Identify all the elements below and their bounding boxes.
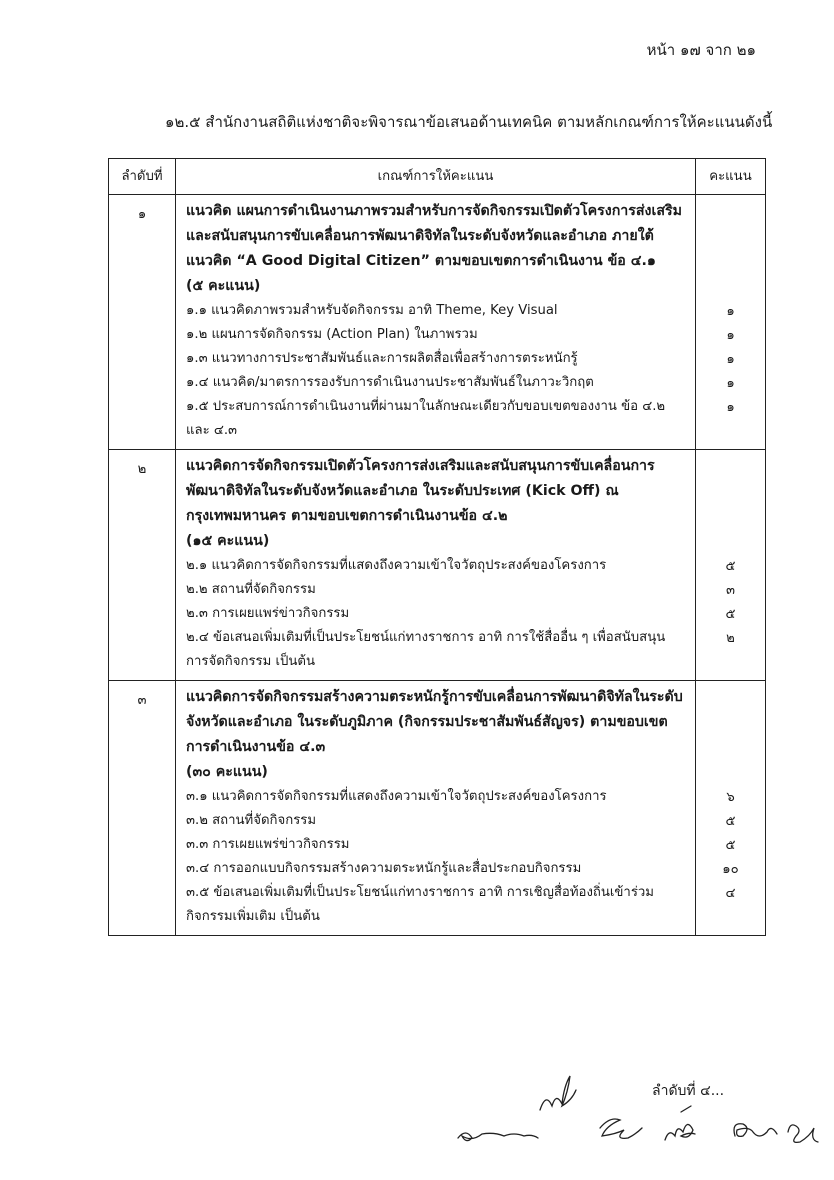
sub-criterion: ๑.๒ แผนการจัดกิจกรรม (Action Plan) ในภาพรวม [186, 327, 478, 342]
row-criteria [176, 450, 696, 681]
sub-criterion: ๒.๒ สถานที่จัดกิจกรรม [186, 582, 316, 597]
table-row [109, 450, 766, 681]
sub-criterion: ๒.๓ การเผยแพร่ข่าวกิจกรรม [186, 606, 350, 621]
sub-criterion: ๑.๓ แนวทางการประชาสัมพันธ์และการผลิตสื่อเพื่อสร้างการตระหนักรู้ [186, 351, 578, 366]
sub-score: ๖ [726, 789, 735, 805]
criteria-points: (๑๕ คะแนน) [186, 533, 270, 549]
row-scores [696, 450, 766, 681]
sub-criterion: ๑.๑ แนวคิดภาพรวมสำหรับจัดกิจกรรม อาทิ Theme, Key Visual [186, 303, 558, 318]
row-order: ๑ [109, 195, 176, 450]
signature-4 [665, 1106, 695, 1140]
sub-criterion: ๓.๒ สถานที่จัดกิจกรรม [186, 813, 317, 828]
sub-score: ๕ [725, 558, 736, 574]
sub-score: ๕ [725, 813, 736, 829]
row-order: ๓ [109, 681, 176, 936]
header-criteria: เกณฑ์การให้คะแนน [176, 159, 696, 195]
sub-criterion: ๑.๕ ประสบการณ์การดำเนินงานที่ผ่านมาในลักษณะเดียวกับขอบเขตของงาน ข้อ ๔.๒ และ ๔.๓ [186, 399, 666, 438]
score-spacer [697, 456, 764, 555]
section-intro: ๑๒.๕ สำนักงานสถิติแห่งชาติจะพิจารณาข้อเสนอด้านเทคนิค ตามหลักเกณฑ์การให้คะแนนดังนี้ [165, 113, 773, 131]
sub-score: ๑ [726, 399, 735, 415]
page-number: หน้า ๑๗ จาก ๒๑ [646, 41, 756, 59]
sub-criterion: ๓.๑ แนวคิดการจัดกิจกรรมที่แสดงถึงความเข้าใจวัตถุประสงค์ของโครงการ [186, 789, 607, 804]
signature-2 [458, 1133, 538, 1141]
sub-score: ๑ [726, 351, 735, 367]
criteria-table [108, 158, 766, 936]
signature-1 [540, 1076, 576, 1110]
criteria-heading: แนวคิด แผนการดำเนินงานภาพรวมสำหรับการจัดกิจกรรมเปิดตัวโครงการส่งเสริมและสนับสนุนการขับเคลื่อนการพัฒนาดิจิทัลในระดับจังหวัดและอำเภอ ภายใต้แนวคิด “A Good Digital Citizen” ตามขอบเขตการดำเนินงาน ข้อ ๔.๑ [186, 203, 682, 269]
signature-5 [734, 1124, 777, 1137]
sub-criterion: ๓.๓ การเผยแพร่ข่าวกิจกรรม [186, 837, 350, 852]
sub-score: ๓ [725, 582, 735, 598]
criteria-points: (๕ คะแนน) [186, 278, 261, 294]
sub-score: ๒ [726, 630, 735, 646]
table-row [109, 681, 766, 936]
sub-score: ๑ [726, 375, 735, 391]
header-score: คะแนน [696, 159, 766, 195]
signature-6 [788, 1125, 818, 1143]
score-spacer [697, 201, 764, 300]
sub-criterion: ๒.๔ ข้อเสนอเพิ่มเติมที่เป็นประโยชน์แก่ทางราชการ อาทิ การใช้สื่ออื่น ๆ เพื่อสนับสนุนการจัดกิจกรรม เป็นต้น [186, 630, 666, 669]
header-order: ลำดับที่ [109, 159, 176, 195]
row-scores [696, 681, 766, 936]
table-header-row [109, 159, 766, 195]
sub-criterion: ๓.๔ การออกแบบกิจกรรมสร้างความตระหนักรู้และสื่อประกอบกิจกรรม [186, 861, 582, 876]
sub-score: ๔ [725, 885, 736, 901]
sub-score: ๑ [726, 303, 735, 319]
criteria-points: (๓๐ คะแนน) [186, 764, 268, 780]
row-order: ๒ [109, 450, 176, 681]
row-scores [696, 195, 766, 450]
signature-3 [600, 1119, 642, 1138]
sub-criterion: ๒.๑ แนวคิดการจัดกิจกรรมที่แสดงถึงความเข้าใจวัตถุประสงค์ของโครงการ [186, 558, 607, 573]
sub-score: ๕ [725, 837, 736, 853]
sub-criterion: ๓.๕ ข้อเสนอเพิ่มเติมที่เป็นประโยชน์แก่ทางราชการ อาทิ การเชิญสื่อท้องถิ่นเข้าร่วมกิจกรรมเพิ่มเติม เป็นต้น [186, 885, 654, 924]
sub-score: ๑๐ [722, 861, 739, 877]
sub-criterion: ๑.๔ แนวคิด/มาตรการรองรับการดำเนินงานประชาสัมพันธ์ในภาวะวิกฤต [186, 375, 594, 390]
criteria-heading: แนวคิดการจัดกิจกรรมสร้างความตระหนักรู้การขับเคลื่อนการพัฒนาดิจิทัลในระดับจังหวัดและอำเภอ ในระดับภูมิภาค (กิจกรรมประชาสัมพันธ์สัญจร) ตามขอบเขตการดำเนินงานข้อ ๔.๓ [186, 689, 683, 755]
sub-score: ๕ [725, 606, 736, 622]
criteria-heading: แนวคิดการจัดกิจกรรมเปิดตัวโครงการส่งเสริมและสนับสนุนการขับเคลื่อนการพัฒนาดิจิทัลในระดับจังหวัดและอำเภอ ในระดับประเทศ (Kick Off) ณ กรุงเทพมหานคร ตามขอบเขตการดำเนินงานข้อ ๔.๒ [186, 458, 655, 524]
next-page-label: ลำดับที่ ๔... [652, 1083, 725, 1099]
table-row [109, 195, 766, 450]
sub-score: ๑ [726, 327, 735, 343]
row-criteria [176, 195, 696, 450]
score-spacer [697, 687, 764, 786]
row-criteria [176, 681, 696, 936]
